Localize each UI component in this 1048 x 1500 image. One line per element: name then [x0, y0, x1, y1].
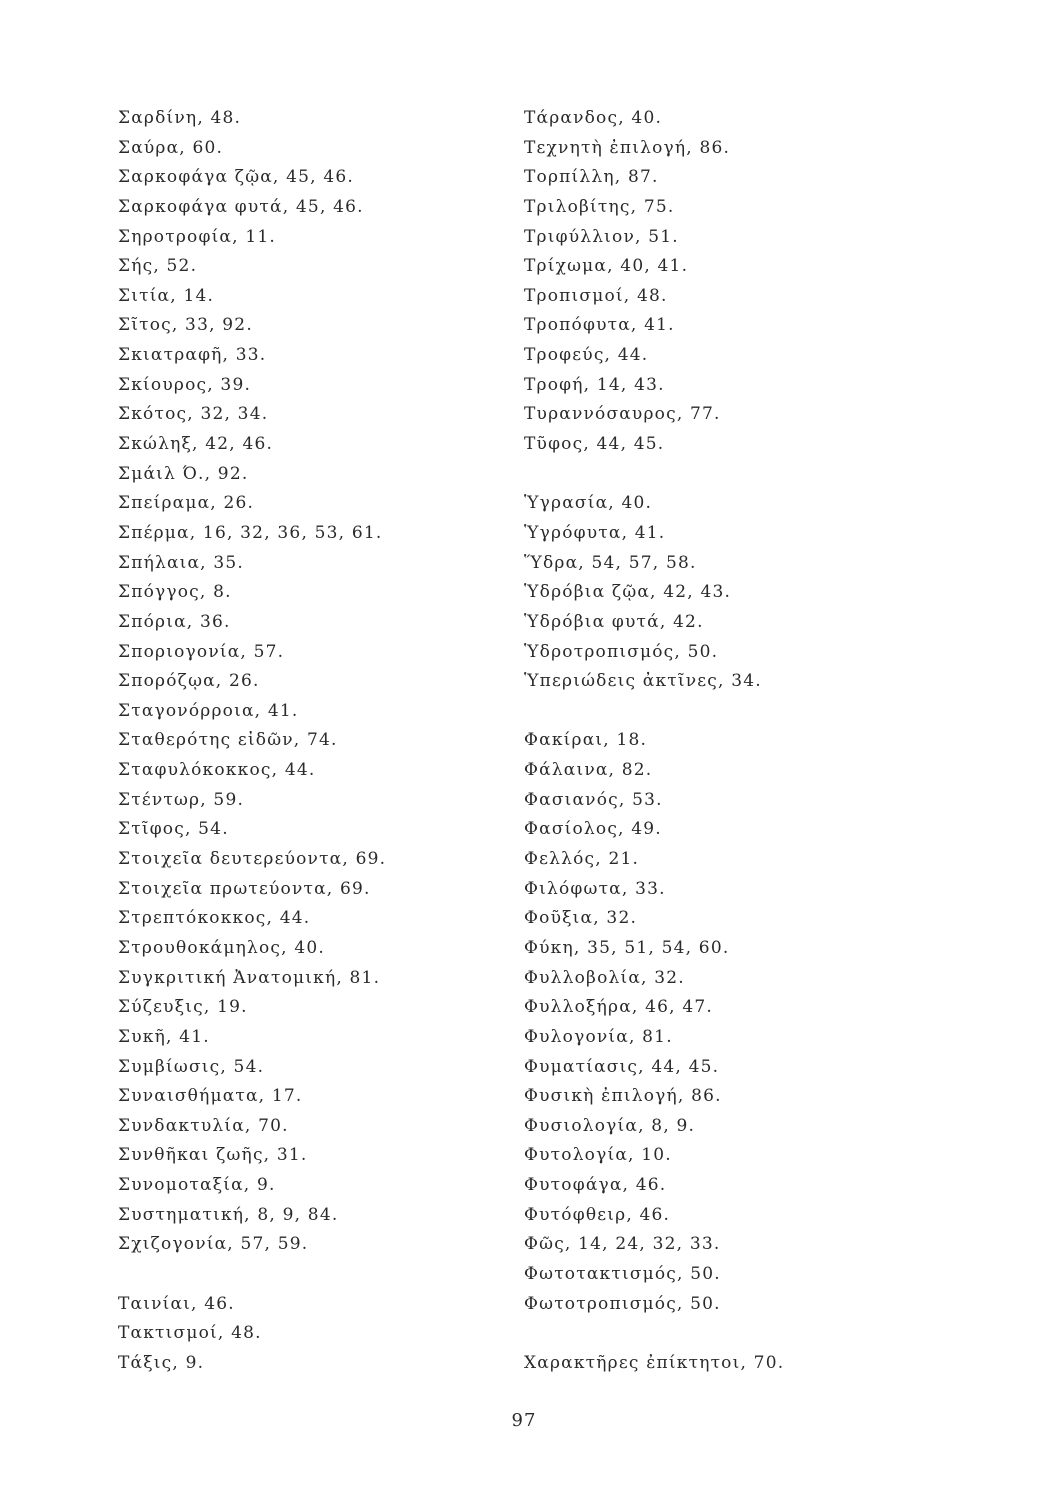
index-entry: Σκώληξ, 42, 46.: [118, 434, 274, 455]
index-entry: Στοιχεῖα πρωτεύοντα, 69.: [118, 878, 371, 899]
index-entry: Φυλλοβολία, 32.: [524, 967, 685, 988]
index-entry: Συνομοταξία, 9.: [118, 1175, 276, 1196]
index-entry: Φυτόφθειρ, 46.: [524, 1204, 671, 1225]
index-entry: Σῖτος, 33, 92.: [118, 315, 253, 336]
index-entry: Σπόρια, 36.: [118, 611, 231, 632]
index-entry: Τάξις, 9.: [118, 1352, 205, 1373]
index-entry: Φυλλοξήρα, 46, 47.: [524, 997, 713, 1018]
index-entry: Τάρανδος, 40.: [524, 108, 663, 128]
index-entry: Συστηματική, 8, 9, 84.: [118, 1204, 339, 1225]
index-entry: Στρουθοκάμηλος, 40.: [118, 937, 325, 958]
section-gap: [524, 460, 924, 490]
index-entry: Φωτοτροπισμός, 50.: [524, 1293, 721, 1314]
index-entry: Ὑπεριώδεις ἀκτῖνες, 34.: [524, 671, 762, 692]
index-entry: Σκιατραφῆ, 33.: [118, 345, 267, 366]
index-entry: Συνδακτυλία, 70.: [118, 1115, 289, 1136]
index-entry: Ὕδρα, 54, 57, 58.: [524, 552, 697, 573]
index-entry: Φυλογονία, 81.: [524, 1026, 673, 1047]
index-entry: Στοιχεῖα δευτερεύοντα, 69.: [118, 849, 387, 870]
index-entry: Ὑγρασία, 40.: [524, 493, 653, 514]
index-entry: Φυτοφάγα, 46.: [524, 1175, 667, 1196]
index-entry: Στρεπτόκοκκος, 44.: [118, 908, 311, 929]
index-entry: Φοῦξια, 32.: [524, 908, 638, 929]
index-entry: Συμβίωσις, 54.: [118, 1056, 265, 1077]
index-entry: Τεχνητὴ ἐπιλογή, 86.: [524, 137, 731, 158]
index-entry: Ὑδρόβια ζῷα, 42, 43.: [524, 582, 732, 603]
index-entry: Τορπίλλη, 87.: [524, 167, 659, 188]
index-entry: Φυτολογία, 10.: [524, 1145, 672, 1166]
index-entry: Σχιζογονία, 57, 59.: [118, 1234, 309, 1255]
index-entry: Ὑδρόβια φυτά, 42.: [524, 611, 704, 632]
index-entry: Συναισθήματα, 17.: [118, 1086, 303, 1107]
index-entry: Τῦφος, 44, 45.: [524, 434, 665, 455]
index-entry: Σταγονόρροια, 41.: [118, 700, 299, 721]
index-entry: Φάλαινα, 82.: [524, 760, 653, 781]
page-number: 97: [511, 1410, 537, 1431]
index-entry: Σκότος, 32, 34.: [118, 404, 269, 425]
index-entry: Σαρκοφάγα φυτά, 45, 46.: [118, 196, 364, 217]
index-entry: Σπείραμα, 26.: [118, 493, 255, 514]
section-gap: [524, 1319, 924, 1349]
index-entry: Σύζευξις, 19.: [118, 997, 248, 1018]
index-entry: Τροφεύς, 44.: [524, 345, 649, 366]
index-entry: Τροπόφυτα, 41.: [524, 315, 675, 336]
index-entry: Σαρκοφάγα ζῷα, 45, 46.: [118, 167, 355, 188]
index-entry: Σταφυλόκοκκος, 44.: [118, 760, 316, 781]
index-entry: Τριφύλλιον, 51.: [524, 226, 679, 247]
index-entry: Φυσιολογία, 8, 9.: [524, 1115, 696, 1136]
index-entry: Σής, 52.: [118, 256, 198, 277]
index-entry: Σταθερότης εἰδῶν, 74.: [118, 730, 338, 751]
index-entry: Σηροτροφία, 11.: [118, 226, 276, 247]
index-entry: Σαύρα, 60.: [118, 137, 224, 158]
index-entry: Σπόγγος, 8.: [118, 582, 232, 603]
index-entry: Ὑδροτροπισμός, 50.: [524, 641, 719, 662]
section-gap: [524, 697, 924, 727]
index-entry: Συνθῆκαι ζωῆς, 31.: [118, 1145, 308, 1166]
index-entry: Φασίολος, 49.: [524, 819, 662, 840]
index-column-right: [524, 104, 924, 1379]
index-entry: Φῶς, 14, 24, 32, 33.: [524, 1234, 721, 1255]
index-column-left: [118, 104, 498, 1379]
index-entry: Στῖφος, 54.: [118, 819, 229, 840]
index-entry: Σιτία, 14.: [118, 285, 215, 306]
index-entry: Φυματίασις, 44, 45.: [524, 1056, 720, 1077]
index-entry: Φακίραι, 18.: [524, 730, 648, 751]
index-entry: Σπέρμα, 16, 32, 36, 53, 61.: [118, 522, 383, 543]
index-entry: Συγκριτική Ἀνατομική, 81.: [118, 967, 381, 988]
index-entry: Τροφή, 14, 43.: [524, 374, 665, 395]
index-entry: Σμάιλ Ό., 92.: [118, 463, 249, 484]
index-entry: Συκῆ, 41.: [118, 1026, 210, 1047]
index-entry: Ὑγρόφυτα, 41.: [524, 522, 666, 543]
index-entry: Σποριογονία, 57.: [118, 641, 285, 662]
index-entry: Χαρακτῆρες ἐπίκτητοι, 70.: [524, 1352, 785, 1373]
index-entry: Φωτοτακτισμός, 50.: [524, 1263, 721, 1284]
section-gap: [118, 1260, 498, 1290]
index-entry: Τροπισμοί, 48.: [524, 285, 668, 306]
index-entry: Σπορόζῳα, 26.: [118, 671, 260, 692]
index-entry: Φασιανός, 53.: [524, 789, 663, 810]
index-entry: Τριλοβίτης, 75.: [524, 196, 675, 217]
index-entry: Τυραννόσαυρος, 77.: [524, 404, 721, 425]
index-entry: Φελλός, 21.: [524, 849, 640, 870]
index-entry: Φυσικὴ ἐπιλογή, 86.: [524, 1086, 722, 1107]
index-entry: Ταινίαι, 46.: [118, 1293, 235, 1314]
index-entry: Στέντωρ, 59.: [118, 789, 245, 810]
index-entry: Τακτισμοί, 48.: [118, 1323, 262, 1344]
index-entry: Φύκη, 35, 51, 54, 60.: [524, 937, 730, 958]
index-entry: Τρίχωμα, 40, 41.: [524, 256, 689, 277]
index-entry: Φιλόφωτα, 33.: [524, 878, 666, 899]
index-entry: Σαρδίνη, 48.: [118, 108, 242, 128]
index-entry: Σκίουρος, 39.: [118, 374, 252, 395]
index-entry: Σπήλαια, 35.: [118, 552, 245, 573]
